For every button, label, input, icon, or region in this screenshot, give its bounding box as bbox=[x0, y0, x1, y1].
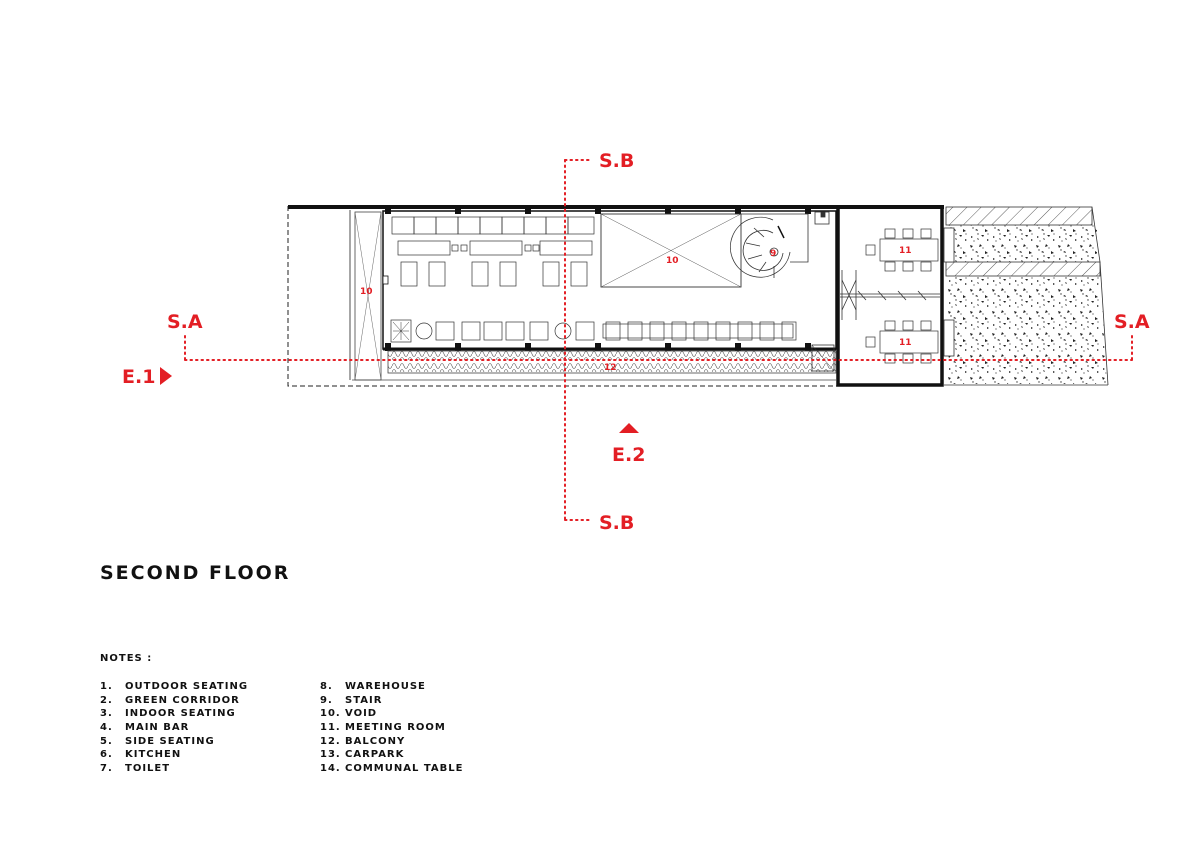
room-number-void-center: 10 bbox=[666, 256, 679, 266]
elevation-e2-arrow bbox=[619, 423, 639, 433]
section-sa-right-label: S.A bbox=[1114, 311, 1150, 333]
room-number-stair: 9 bbox=[770, 249, 777, 259]
section-sb-bottom-label: S.B bbox=[599, 512, 635, 534]
note-item: 3. INDOOR SEATING bbox=[100, 708, 236, 720]
room-number-meeting-bottom: 11 bbox=[899, 338, 912, 348]
elevation-e1-arrow bbox=[160, 367, 172, 385]
note-item: 6. KITCHEN bbox=[100, 749, 182, 761]
central-void bbox=[601, 214, 741, 287]
elevation-e2-label: E.2 bbox=[612, 444, 646, 466]
room-number-meeting-top: 11 bbox=[899, 246, 912, 256]
note-item: 4. MAIN BAR bbox=[100, 722, 190, 734]
note-item: 5. SIDE SEATING bbox=[100, 735, 215, 747]
bottom-seating-row bbox=[391, 320, 796, 342]
note-item: 1. OUTDOOR SEATING bbox=[100, 681, 249, 692]
note-item: 12. BALCONY bbox=[320, 735, 406, 747]
notes-list-right bbox=[320, 680, 463, 776]
section-sb-top-label: S.B bbox=[599, 150, 635, 172]
spiral-stair bbox=[730, 212, 829, 278]
elevation-e1-label: E.1 bbox=[122, 366, 156, 388]
room-number-balcony: 12 bbox=[604, 363, 617, 373]
note-item: 11. MEETING ROOM bbox=[320, 722, 446, 734]
drawing-title: SECOND FLOOR bbox=[100, 562, 291, 584]
room-number-void-left: 10 bbox=[360, 287, 373, 297]
note-item: 8. WAREHOUSE bbox=[320, 681, 426, 692]
meeting-partition bbox=[840, 270, 940, 320]
note-item: 13. CARPARK bbox=[320, 749, 405, 761]
note-item: 7. TOILET bbox=[100, 763, 171, 775]
note-item: 10. VOID bbox=[320, 708, 378, 720]
notes-heading: NOTES : bbox=[100, 653, 153, 664]
notes-list-left bbox=[100, 680, 248, 776]
carpark-area bbox=[944, 207, 1108, 385]
note-item: 2. GREEN CORRIDOR bbox=[100, 694, 240, 706]
top-bench-seating bbox=[392, 217, 594, 286]
note-item: 14. COMMUNAL TABLE bbox=[320, 763, 464, 775]
note-item: 9. STAIR bbox=[320, 694, 383, 706]
section-sa-left-label: S.A bbox=[167, 311, 203, 333]
